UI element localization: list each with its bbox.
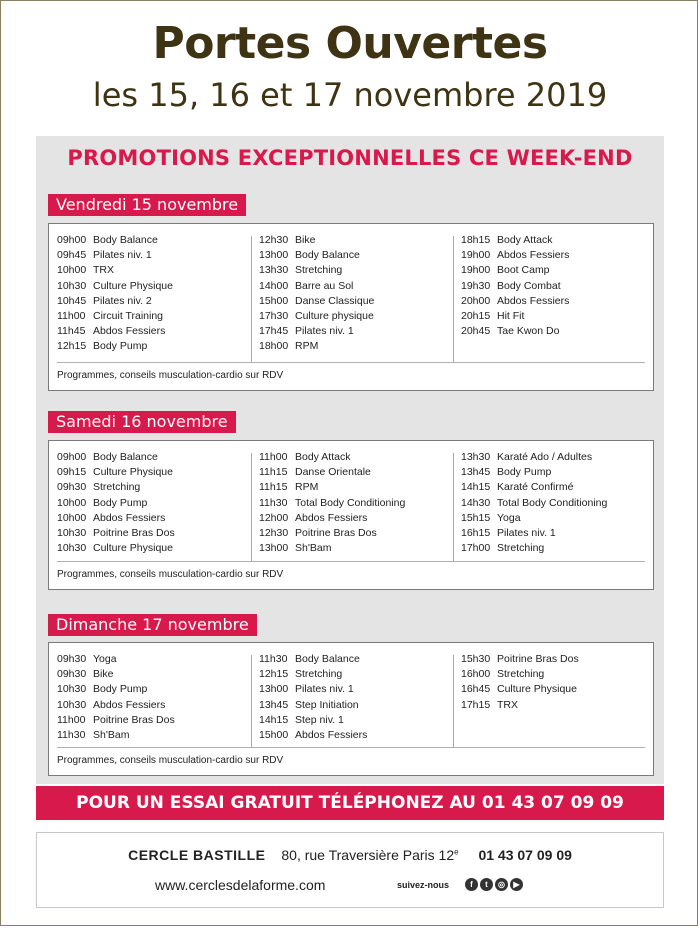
class-time: 15h00 [259, 294, 289, 307]
class-time: 15h30 [461, 653, 491, 665]
class-time: 10h00 [57, 264, 87, 277]
schedule-row [57, 512, 253, 527]
class-time: 15h00 [259, 728, 289, 741]
schedule-row [461, 280, 657, 295]
class-time: 10h00 [57, 496, 87, 509]
schedule-row [259, 280, 455, 295]
class-time: 11h00 [259, 451, 288, 463]
class-name: Abdos Fessiers [497, 294, 570, 307]
day-label: Samedi 16 novembre [48, 411, 236, 433]
schedule-row [57, 668, 253, 683]
class-time: 20h15 [461, 309, 491, 322]
class-name: Body Balance [93, 234, 158, 246]
class-name: Sh'Bam [295, 542, 332, 555]
schedule-column [461, 451, 657, 557]
day-note: Programmes, conseils musculation-cardio sur RDV [57, 755, 284, 766]
class-name: Total Body Conditioning [497, 496, 608, 509]
class-name: Pilates niv. 1 [295, 683, 354, 696]
class-time: 13h45 [259, 698, 289, 711]
schedule-row [57, 466, 253, 481]
class-name: Sh'Bam [93, 728, 130, 741]
class-name: Poitrine Bras Dos [295, 526, 377, 539]
schedule-row [259, 295, 455, 310]
class-name: Body Attack [295, 451, 351, 463]
schedule-row [461, 325, 657, 340]
class-time: 11h15 [259, 466, 288, 479]
class-time: 10h30 [57, 542, 87, 555]
class-name: Stretching [497, 542, 545, 555]
schedule-row [259, 729, 455, 744]
class-time: 11h00 [57, 713, 86, 726]
class-time: 14h00 [259, 279, 289, 292]
class-time: 09h30 [57, 653, 87, 665]
schedule-row [57, 234, 253, 249]
social-icons [465, 878, 523, 891]
class-time: 12h30 [259, 234, 289, 246]
schedule-row [461, 264, 657, 279]
class-time: 13h00 [259, 683, 289, 696]
schedule-row [461, 699, 657, 714]
schedule-row [57, 295, 253, 310]
class-name: Body Balance [93, 451, 158, 463]
class-time: 16h15 [461, 526, 491, 539]
class-name: Barre au Sol [295, 279, 354, 292]
class-time: 19h00 [461, 249, 491, 262]
day-note: Programmes, conseils musculation-cardio sur RDV [57, 370, 284, 381]
class-time: 09h15 [57, 466, 87, 479]
schedule-row [461, 466, 657, 481]
class-time: 09h45 [57, 249, 87, 262]
class-time: 14h15 [461, 481, 491, 494]
class-time: 17h15 [461, 698, 491, 711]
class-name: Body Pump [93, 683, 148, 696]
schedule-row [57, 481, 253, 496]
class-name: Pilates niv. 1 [497, 526, 556, 539]
schedule-column [57, 653, 253, 744]
class-time: 12h15 [57, 340, 87, 353]
schedule-row [57, 310, 253, 325]
schedule-row [259, 527, 455, 542]
column-divider [251, 236, 252, 362]
class-name: Culture Physique [93, 466, 173, 479]
schedule-column [461, 234, 657, 340]
schedule-row [57, 683, 253, 698]
schedule-row [259, 481, 455, 496]
schedule-row [57, 527, 253, 542]
class-time: 12h30 [259, 526, 289, 539]
twitter-icon[interactable]: t [480, 878, 493, 891]
class-name: Body Balance [295, 653, 360, 665]
schedule-row [57, 340, 253, 355]
schedule-row [259, 699, 455, 714]
schedule-row [259, 264, 455, 279]
class-time: 11h45 [57, 325, 86, 338]
class-time: 10h45 [57, 294, 87, 307]
class-name: Stretching [295, 668, 343, 681]
class-time: 11h30 [259, 653, 288, 665]
class-time: 14h15 [259, 713, 289, 726]
class-name: Danse Orientale [295, 466, 371, 479]
column-divider [453, 236, 454, 362]
schedule-row [259, 234, 455, 249]
column-divider [453, 453, 454, 561]
class-time: 13h00 [259, 249, 289, 262]
schedule-column [461, 653, 657, 714]
class-time: 14h30 [461, 496, 491, 509]
schedule-row [57, 280, 253, 295]
class-name: Abdos Fessiers [497, 249, 570, 262]
class-name: Body Balance [295, 249, 360, 262]
schedule-row [57, 729, 253, 744]
class-time: 09h30 [57, 481, 87, 494]
class-name: Step niv. 1 [295, 713, 344, 726]
class-name: Poitrine Bras Dos [497, 653, 579, 665]
schedule-row [57, 249, 253, 264]
class-time: 11h30 [57, 728, 86, 741]
class-time: 10h00 [57, 511, 87, 524]
schedule-row [259, 340, 455, 355]
class-name: Body Pump [497, 466, 552, 479]
footer [36, 832, 664, 908]
class-time: 16h45 [461, 683, 491, 696]
schedule-row [259, 451, 455, 466]
class-time: 13h30 [461, 451, 491, 463]
class-time: 12h00 [259, 511, 289, 524]
note-divider [57, 362, 645, 363]
promo-heading: PROMOTIONS EXCEPTIONNELLES CE WEEK-END [67, 146, 633, 170]
class-time: 16h00 [461, 668, 491, 681]
website-link[interactable]: www.cerclesdelaforme.com [155, 877, 326, 893]
day-label: Dimanche 17 novembre [48, 614, 257, 636]
schedule-row [461, 481, 657, 496]
column-divider [251, 655, 252, 747]
class-name: TRX [93, 264, 114, 277]
schedule-row [259, 653, 455, 668]
schedule-row [461, 668, 657, 683]
class-name: Poitrine Bras Dos [93, 713, 175, 726]
class-name: Yoga [497, 511, 521, 524]
schedule-column [57, 451, 253, 557]
class-name: Pilates niv. 1 [295, 325, 354, 338]
instagram-icon[interactable]: ◎ [495, 878, 508, 891]
class-name: Stretching [93, 481, 141, 494]
schedule-row [259, 512, 455, 527]
schedule-row [461, 683, 657, 698]
class-name: TRX [497, 698, 518, 711]
class-time: 20h00 [461, 294, 491, 307]
schedule-row [57, 542, 253, 557]
class-time: 13h30 [259, 264, 289, 277]
class-name: Culture Physique [497, 683, 577, 696]
note-divider [57, 747, 645, 748]
class-name: Body Pump [93, 496, 148, 509]
schedule-column [259, 451, 455, 557]
schedule-row [57, 699, 253, 714]
class-time: 17h00 [461, 542, 491, 555]
class-time: 10h30 [57, 279, 87, 292]
page-title: Portes Ouvertes [152, 18, 548, 69]
day-schedule-box [48, 223, 654, 391]
class-time: 11h15 [259, 481, 288, 494]
day-schedule-box [48, 440, 654, 590]
facebook-icon[interactable]: f [465, 878, 478, 891]
class-name: Karaté Ado / Adultes [497, 451, 593, 463]
day-label: Vendredi 15 novembre [48, 194, 246, 216]
class-time: 18h00 [259, 340, 289, 353]
class-time: 13h45 [461, 466, 491, 479]
schedule-row [57, 264, 253, 279]
class-name: Boot Camp [497, 264, 550, 277]
schedule-row [259, 683, 455, 698]
footer-contact-line [37, 847, 663, 863]
class-name: Bike [295, 234, 316, 246]
youtube-icon[interactable]: ▶ [510, 878, 523, 891]
column-divider [453, 655, 454, 747]
schedule-row [461, 310, 657, 325]
schedule-row [259, 249, 455, 264]
class-time: 10h30 [57, 683, 87, 696]
schedule-row [461, 295, 657, 310]
class-name: Abdos Fessiers [93, 325, 166, 338]
class-time: 09h00 [57, 234, 87, 246]
class-name: Bike [93, 668, 114, 681]
schedule-row [461, 234, 657, 249]
schedule-row [461, 497, 657, 512]
club-name: CERCLE BASTILLE [128, 847, 266, 863]
class-name: Hit Fit [497, 309, 525, 322]
follow-label: suivez-nous [397, 880, 450, 890]
class-name: Body Attack [497, 234, 553, 246]
class-name: Abdos Fessiers [295, 728, 368, 741]
class-name: RPM [295, 340, 319, 353]
schedule-row [259, 714, 455, 729]
schedule-row [259, 466, 455, 481]
schedule-row [259, 325, 455, 340]
class-time: 12h15 [259, 668, 289, 681]
class-time: 19h30 [461, 279, 491, 292]
schedule-row [461, 451, 657, 466]
schedule-row [57, 497, 253, 512]
class-name: Stretching [295, 264, 343, 277]
class-name: Body Combat [497, 279, 561, 292]
class-name: Abdos Fessiers [295, 511, 368, 524]
schedule-column [259, 653, 455, 744]
schedule-column [259, 234, 455, 356]
class-name: Abdos Fessiers [93, 511, 166, 524]
class-time: 15h15 [461, 511, 491, 524]
schedule-row [461, 249, 657, 264]
class-name: Step Initiation [295, 698, 359, 711]
class-name: Culture Physique [93, 279, 173, 292]
schedule-row [461, 653, 657, 668]
schedule-row [259, 542, 455, 557]
class-name: Culture physique [295, 309, 374, 322]
page-subtitle: les 15, 16 et 17 novembre 2019 [92, 76, 608, 114]
schedule-row [461, 512, 657, 527]
class-name: Danse Classique [295, 294, 375, 307]
class-name: Tae Kwon Do [497, 325, 560, 338]
class-time: 09h00 [57, 451, 87, 463]
class-time: 20h45 [461, 325, 491, 338]
class-name: Karaté Confirmé [497, 481, 574, 494]
class-name: Abdos Fessiers [93, 698, 166, 711]
class-time: 19h00 [461, 264, 491, 277]
column-divider [251, 453, 252, 561]
schedule-row [259, 497, 455, 512]
schedule-panel [36, 136, 664, 784]
class-name: Pilates niv. 2 [93, 294, 152, 307]
schedule-row [57, 714, 253, 729]
club-phone[interactable]: 01 43 07 09 09 [478, 847, 572, 863]
class-time: 17h30 [259, 309, 289, 322]
class-name: Circuit Training [93, 309, 164, 322]
class-time: 11h00 [57, 309, 86, 322]
class-name: Culture Physique [93, 542, 173, 555]
club-address: 80, rue Traversière Paris 12e [281, 847, 459, 863]
class-time: 11h30 [259, 496, 288, 509]
class-name: RPM [295, 481, 319, 494]
schedule-row [259, 310, 455, 325]
schedule-row [461, 542, 657, 557]
day-schedule-box [48, 642, 654, 776]
class-name: Stretching [497, 668, 545, 681]
class-name: Total Body Conditioning [295, 496, 406, 509]
class-time: 17h45 [259, 325, 289, 338]
schedule-row [57, 653, 253, 668]
class-time: 10h30 [57, 526, 87, 539]
class-name: Yoga [93, 653, 117, 665]
schedule-row [57, 325, 253, 340]
class-time: 10h30 [57, 698, 87, 711]
schedule-row [461, 527, 657, 542]
note-divider [57, 561, 645, 562]
class-name: Body Pump [93, 340, 148, 353]
schedule-row [259, 668, 455, 683]
class-name: Pilates niv. 1 [93, 249, 152, 262]
cta-banner[interactable]: POUR UN ESSAI GRATUIT TÉLÉPHONEZ AU 01 43 07 09 09 [36, 786, 664, 820]
schedule-row [57, 451, 253, 466]
class-time: 18h15 [461, 234, 491, 246]
class-name: Poitrine Bras Dos [93, 526, 175, 539]
class-time: 13h00 [259, 542, 289, 555]
schedule-column [57, 234, 253, 356]
class-time: 09h30 [57, 668, 87, 681]
day-note: Programmes, conseils musculation-cardio sur RDV [57, 569, 284, 580]
